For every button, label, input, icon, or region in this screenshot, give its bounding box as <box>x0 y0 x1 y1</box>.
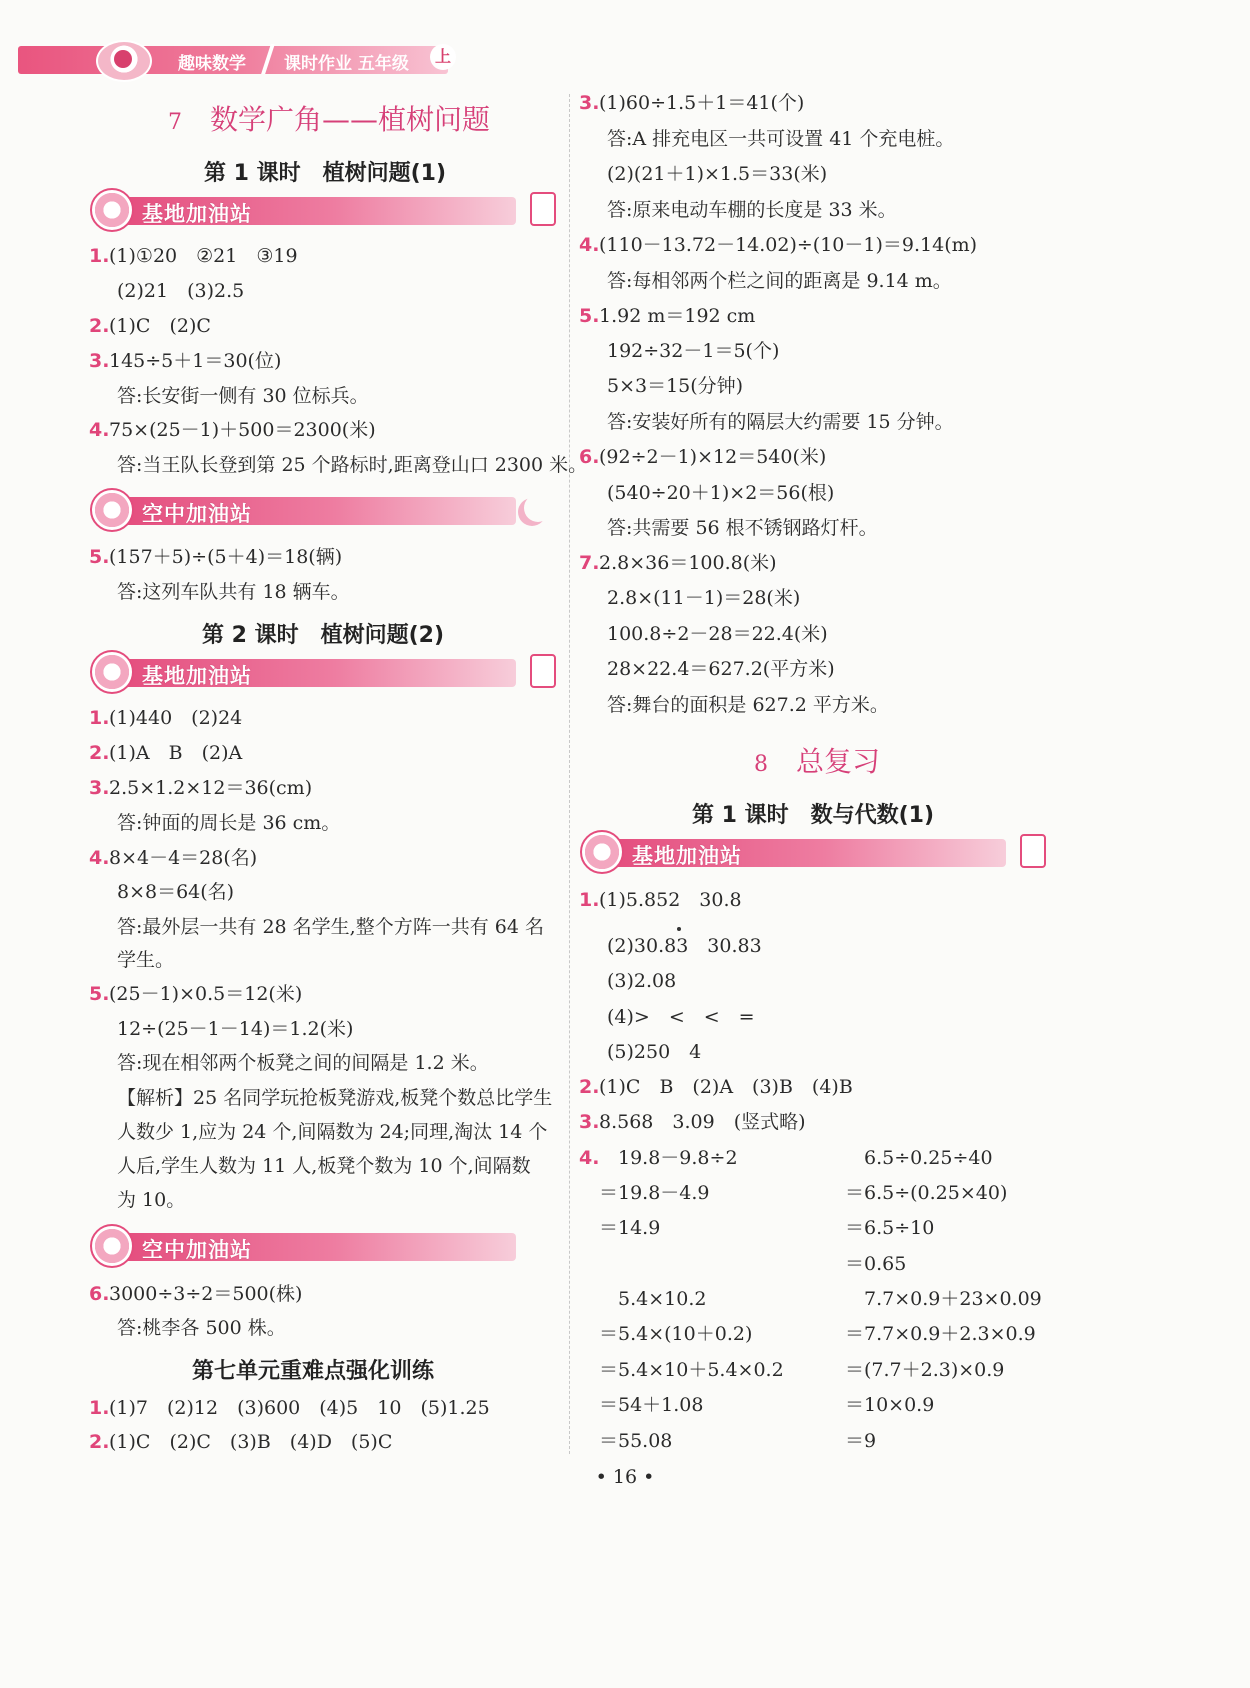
answer-line: (1)440 (2)24 <box>109 707 243 729</box>
answer-line: 3000÷3÷2＝500(株) <box>109 1283 303 1305</box>
answer-line: 学生。 <box>117 949 175 971</box>
answer-line: (1)C (2)C (3)B (4)D (5)C <box>109 1431 393 1453</box>
answer-line: 为 10。 <box>117 1189 186 1211</box>
chapter-8-heading <box>754 740 880 780</box>
calc-step: 19.8－9.8÷2 <box>618 1147 738 1169</box>
mascot-icon <box>90 188 134 232</box>
lesson-title: 第 2 课时 植树问题(2) <box>202 623 445 648</box>
banner-base-station <box>90 650 556 694</box>
banner-label: 基地加油站 <box>632 844 742 868</box>
chapter-title: 数学广角——植树问题 <box>210 103 491 136</box>
book-name: 课时作业 五年级 <box>284 54 409 74</box>
answer-line: 1.92 m＝192 cm <box>599 305 756 327</box>
chapter-7-heading <box>168 98 490 138</box>
chapter-number: 8 <box>754 752 768 777</box>
mascot-icon <box>90 488 134 532</box>
question-number: 2. <box>89 315 110 337</box>
banner-base-station <box>90 188 556 232</box>
calc-step: ＝5.4×(10＋0.2) <box>599 1323 753 1345</box>
answer-line: 答:安装好所有的隔层大约需要 15 分钟。 <box>607 411 954 433</box>
answer-line: (2)(21＋1)×1.5＝33(米) <box>607 163 828 185</box>
question-number: 2. <box>89 1431 110 1453</box>
lesson-title: 第 1 课时 数与代数(1) <box>692 803 935 828</box>
answer-line: (157＋5)÷(5＋4)＝18(辆) <box>109 546 343 568</box>
banner-label: 基地加油站 <box>142 664 252 688</box>
banner-sky-station <box>90 488 556 532</box>
answer-line: 12÷(25－1－14)＝1.2(米) <box>117 1018 354 1040</box>
question-number: 1. <box>89 245 110 267</box>
calc-step: ＝5.4×10＋5.4×0.2 <box>599 1359 784 1381</box>
calc-step: ＝7.7×0.9＋2.3×0.9 <box>845 1323 1036 1345</box>
calc-step: ＝6.5÷(0.25×40) <box>845 1182 1008 1204</box>
question-number: 4. <box>89 847 110 869</box>
answer-line: 192÷32－1＝5(个) <box>607 340 780 362</box>
question-number: 3. <box>579 92 600 114</box>
answer-line: 人数少 1,应为 24 个,间隔数为 24;同理,淘汰 14 个 <box>117 1121 548 1143</box>
answer-line: 答:共需要 56 根不锈钢路灯杆。 <box>607 517 878 539</box>
repeating-decimal-dot <box>677 927 681 931</box>
mascot-logo-icon <box>96 40 152 82</box>
answer-line: 【解析】25 名同学玩抢板凳游戏,板凳个数总比学生 <box>117 1087 553 1109</box>
calc-step: 5.4×10.2 <box>618 1288 707 1310</box>
answer-line: 5×3＝15(分钟) <box>607 375 744 397</box>
answer-line: (4)> < < = <box>607 1006 755 1028</box>
calc-step: ＝14.9 <box>599 1217 661 1239</box>
answer-line: 答:桃李各 500 株。 <box>117 1317 286 1339</box>
answer-line: 8×4－4＝28(名) <box>109 847 258 869</box>
answer-line: (1)C B (2)A (3)B (4)B <box>599 1076 853 1098</box>
answer-line: (3)2.08 <box>607 970 677 992</box>
answer-line: 145÷5＋1＝30(位) <box>109 350 282 372</box>
question-number: 1. <box>89 707 110 729</box>
answer-line: 2.8×36＝100.8(米) <box>599 552 777 574</box>
calc-step: ＝54＋1.08 <box>599 1394 704 1416</box>
answer-line: 答:当王队长登到第 25 个路标时,距离登山口 2300 米。 <box>117 454 588 476</box>
fuel-pump-icon <box>530 192 556 226</box>
volume-badge: 上 <box>430 44 456 70</box>
chapter-number: 7 <box>168 110 182 135</box>
question-number: 5. <box>89 546 110 568</box>
mascot-icon <box>580 830 624 874</box>
question-number: 6. <box>579 446 600 468</box>
answer-line: 答:原来电动车棚的长度是 33 米。 <box>607 199 897 221</box>
answer-line: (25－1)×0.5＝12(米) <box>109 983 303 1005</box>
answer-line: (2)21 (3)2.5 <box>117 280 245 302</box>
answer-line: (1)C (2)C <box>109 315 211 337</box>
calc-step: 7.7×0.9＋23×0.09 <box>864 1288 1042 1310</box>
moon-icon <box>524 494 552 522</box>
chapter-title: 总复习 <box>796 745 881 778</box>
answer-line: 2.8×(11－1)＝28(米) <box>607 587 801 609</box>
question-number: 2. <box>89 742 110 764</box>
answer-line: 人后,学生人数为 11 人,板凳个数为 10 个,间隔数 <box>117 1155 531 1177</box>
question-number: 3. <box>89 777 110 799</box>
calc-step: ＝55.08 <box>599 1430 673 1452</box>
calc-step: ＝19.8－4.9 <box>599 1182 710 1204</box>
question-number: 4. <box>89 419 110 441</box>
answer-line: (92÷2－1)×12＝540(米) <box>599 446 827 468</box>
page-number: • 16 • <box>595 1466 655 1488</box>
question-number: 3. <box>579 1111 600 1133</box>
question-number: 7. <box>579 552 600 574</box>
answer-line: 答:钟面的周长是 36 cm。 <box>117 812 341 834</box>
answer-line: (2)30.83 30.83 <box>607 935 762 957</box>
banner-base-station <box>580 830 1046 874</box>
banner-label: 基地加油站 <box>142 202 252 226</box>
question-number: 2. <box>579 1076 600 1098</box>
answer-line: (5)250 4 <box>607 1041 702 1063</box>
calc-step: ＝0.65 <box>845 1253 907 1275</box>
answer-line: 答:每相邻两个栏之间的距离是 9.14 m。 <box>607 270 952 292</box>
question-number: 5. <box>89 983 110 1005</box>
answer-line: (110－13.72－14.02)÷(10－1)＝9.14(m) <box>599 234 978 256</box>
calc-step: ＝10×0.9 <box>845 1394 935 1416</box>
answer-line: (1)60÷1.5＋1＝41(个) <box>599 92 805 114</box>
calc-step: ＝6.5÷10 <box>845 1217 935 1239</box>
answer-line: 8×8＝64(名) <box>117 881 235 903</box>
fuel-pump-icon <box>530 654 556 688</box>
mascot-icon <box>90 650 134 694</box>
series-name: 趣味数学 <box>178 54 246 74</box>
question-number: 3. <box>89 350 110 372</box>
answer-line: 75×(25－1)＋500＝2300(米) <box>109 419 376 441</box>
calc-step: 6.5÷0.25÷40 <box>864 1147 993 1169</box>
question-number: 1. <box>579 889 600 911</box>
answer-line: 答:最外层一共有 28 名学生,整个方阵一共有 64 名 <box>117 916 544 938</box>
answer-line: (540÷20＋1)×2＝56(根) <box>607 482 835 504</box>
answer-line: (1)5.852 30.8 <box>599 889 742 911</box>
answer-line: 8.568 3.09 (竖式略) <box>599 1111 806 1133</box>
answer-line: 答:这列车队共有 18 辆车。 <box>117 581 350 603</box>
column-divider <box>569 94 570 1454</box>
answer-line: 答:舞台的面积是 627.2 平方米。 <box>607 694 889 716</box>
answer-line: 28×22.4＝627.2(平方米) <box>607 658 835 680</box>
lesson-title: 第 1 课时 植树问题(1) <box>204 161 447 186</box>
answer-line: 2.5×1.2×12＝36(cm) <box>109 777 313 799</box>
answer-line: 100.8÷2－28＝22.4(米) <box>607 623 828 645</box>
banner-label: 空中加油站 <box>142 502 252 526</box>
answer-line: 答:A 排充电区一共可设置 41 个充电桩。 <box>607 128 955 150</box>
calc-step: ＝(7.7＋2.3)×0.9 <box>845 1359 1005 1381</box>
answer-line: 答:长安街一侧有 30 位标兵。 <box>117 385 369 407</box>
answer-line: 答:现在相邻两个板凳之间的间隔是 1.2 米。 <box>117 1052 489 1074</box>
banner-label: 空中加油站 <box>142 1238 252 1262</box>
answer-line: (1)A B (2)A <box>109 742 243 764</box>
question-number: 5. <box>579 305 600 327</box>
book-header <box>18 40 451 78</box>
calc-step: ＝9 <box>845 1430 877 1452</box>
question-number: 6. <box>89 1283 110 1305</box>
lesson-title: 第七单元重难点强化训练 <box>192 1359 435 1384</box>
question-number: 4. <box>579 234 600 256</box>
banner-sky-station <box>90 1224 556 1268</box>
question-number: 4. <box>579 1147 600 1169</box>
answer-line: (1)①20 ②21 ③19 <box>109 245 298 267</box>
question-number: 1. <box>89 1397 110 1419</box>
mascot-icon <box>90 1224 134 1268</box>
fuel-pump-icon <box>1020 834 1046 868</box>
answer-line: (1)7 (2)12 (3)600 (4)5 10 (5)1.25 <box>109 1397 490 1419</box>
